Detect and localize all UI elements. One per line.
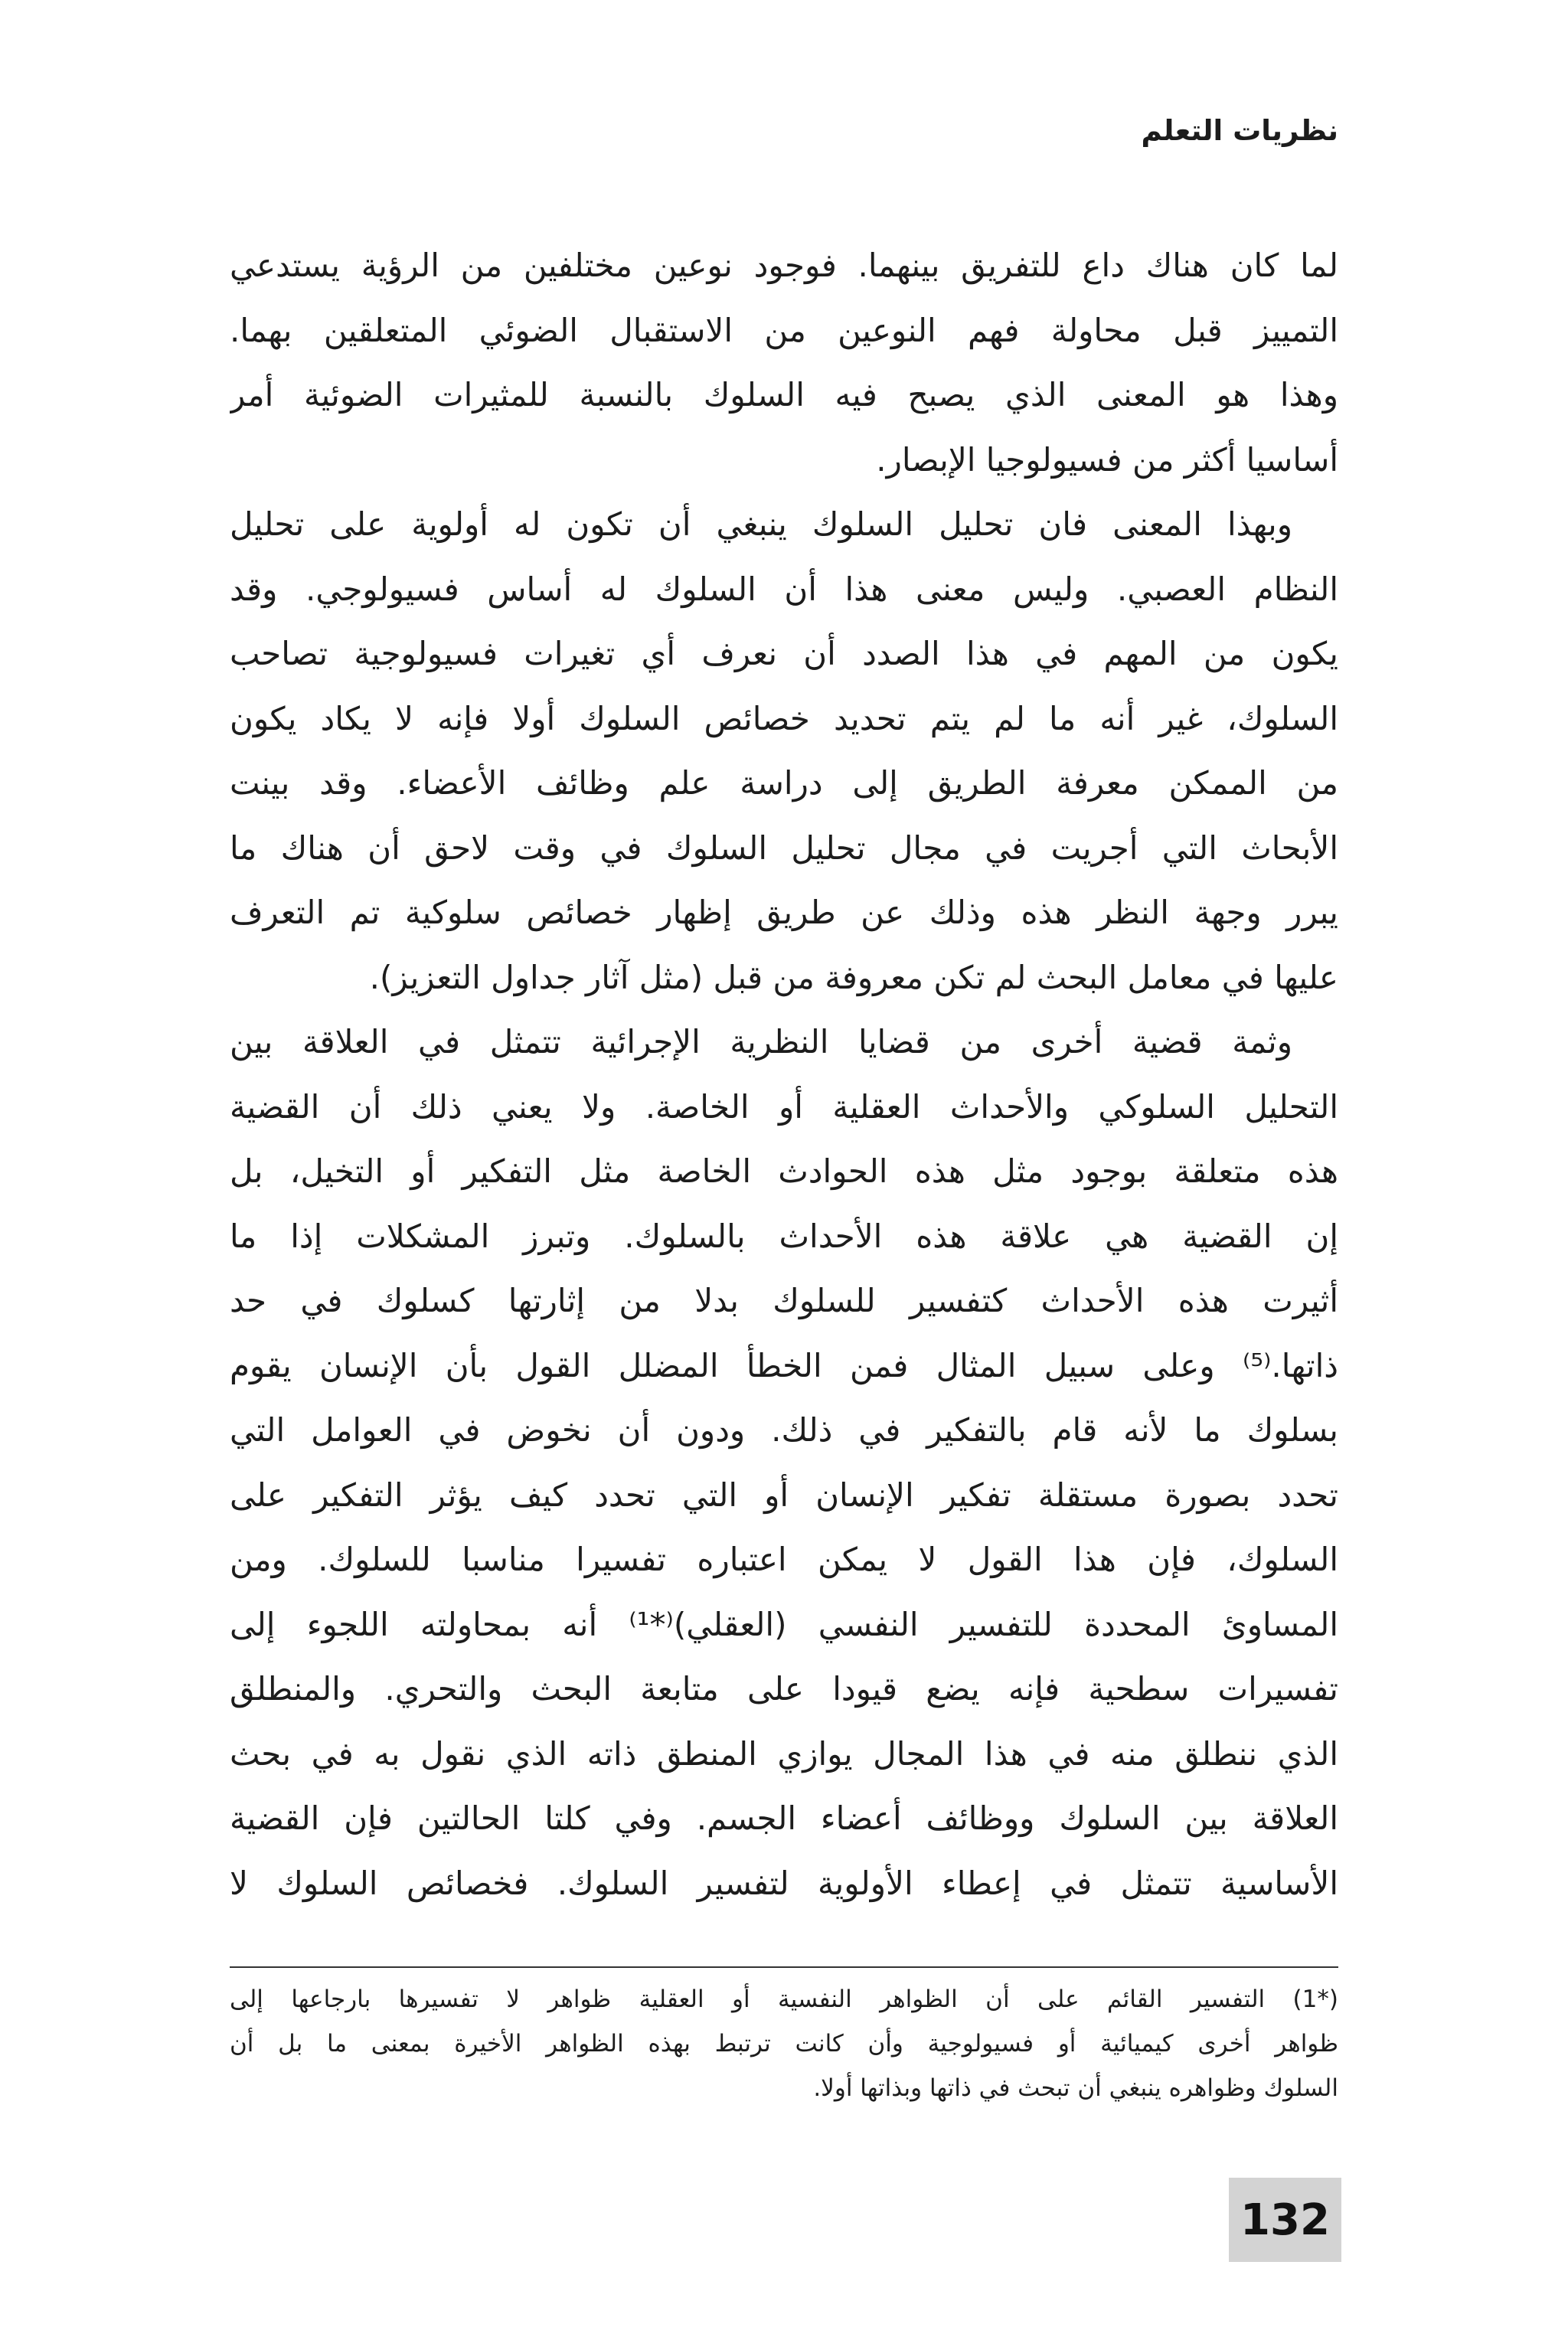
text-line: أثيرت هذه الأحداث كتفسير للسلوك بدلا من إثارتها كسلوك في حد: [230, 1282, 1338, 1319]
footnote-line: ظواهر أخرى كيميائية أو فسيولوجية وأن كانت ترتبط بهذه الظواهر الأخيرة بمعنى ما بل أن: [230, 2030, 1338, 2057]
text-line: تحدد بصورة مستقلة تفكير الإنسان أو التي تحدد كيف يؤثر التفكير على: [230, 1476, 1338, 1514]
text-line: المساوئ المحددة للتفسير النفسي (العقلي)⁽*¹⁾ أنه بمحاولته اللجوء إلى: [230, 1605, 1338, 1643]
running-head: نظريات التعلم: [1141, 114, 1338, 147]
paragraph: [230, 492, 1338, 1010]
text-line: عليها في معامل البحث لم تكن معروفة من قبل (مثل آثار جداول التعزيز).: [369, 958, 1338, 996]
page-number-box: [1229, 2178, 1341, 2262]
text-line: الذي ننطلق منه في هذا المجال يوازي المنطق ذاته الذي نقول به في بحث: [230, 1734, 1338, 1773]
page-number: 132: [1240, 2195, 1330, 2245]
text-line: أساسيا أكثر من فسيولوجيا الإبصار.: [876, 440, 1338, 479]
text-line: يبرر وجهة النظر هذه وذلك عن طريق إظهار خصائص سلوكية تم التعرف: [230, 894, 1338, 931]
footnote-divider: [230, 1966, 1338, 1968]
footnote-line: السلوك وظواهره ينبغي أن تبحث في ذاتها وبذاتها أولا.: [813, 2074, 1338, 2102]
paragraph: [230, 234, 1338, 492]
text-line: يكون من المهم في هذا الصدد أن نعرف أي تغيرات فسيولوجية تصاحب: [230, 635, 1338, 672]
text-line: وثمة قضية أخرى من قضايا النظرية الإجرائية تتمثل في العلاقة بين: [230, 1023, 1292, 1061]
text-line: الأبحاث التي أجريت في مجال تحليل السلوك في وقت لاحق أن هناك ما: [230, 829, 1338, 867]
text-line: العلاقة بين السلوك ووظائف أعضاء الجسم. وفي كلتا الحالتين فإن القضية: [230, 1799, 1338, 1837]
body-text: [230, 234, 1338, 1916]
footnote-line: (*1) التفسير القائم على أن الظواهر النفسية أو العقلية ظواهر لا تفسيرها بارجاعها إلى: [230, 1986, 1338, 2013]
text-line: تفسيرات سطحية فإنه يضع قيودا على متابعة البحث والتحري. والمنطلق: [230, 1670, 1338, 1708]
text-line: وهذا هو المعنى الذي يصبح فيه السلوك بالنسبة للمثيرات الضوئية أمر: [230, 376, 1338, 413]
text-line: ذاتها.⁽⁵⁾ وعلى سبيل المثال فمن الخطأ المضلل القول بأن الإنسان يقوم: [230, 1346, 1338, 1384]
text-line: بسلوك ما لأنه قام بالتفكير في ذلك. ودون أن نخوض في العوامل التي: [230, 1411, 1338, 1449]
footnote: [230, 1977, 1338, 2110]
text-line: هذه متعلقة بوجود مثل هذه الحوادث الخاصة مثل التفكير أو التخيل، بل: [230, 1152, 1338, 1190]
text-line: التحليل السلوكي والأحداث العقلية أو الخاصة. ولا يعني ذلك أن القضية: [230, 1087, 1338, 1126]
text-line: لما كان هناك داع للتفريق بينهما. فوجود نوعين مختلفين من الرؤية يستدعي: [230, 247, 1338, 284]
paragraph: [230, 1010, 1338, 1916]
text-line: التمييز قبل محاولة فهم النوعين من الاستقبال الضوئي المتعلقين بهما.: [230, 311, 1338, 349]
text-line: وبهذا المعنى فان تحليل السلوك ينبغي أن تكون له أولوية على تحليل: [230, 505, 1292, 543]
text-line: الأساسية تتمثل في إعطاء الأولوية لتفسير السلوك. فخصائص السلوك لا: [230, 1864, 1338, 1902]
text-line: النظام العصبي. وليس معنى هذا أن السلوك له أساس فسيولوجي. وقد: [230, 570, 1338, 608]
text-line: إن القضية هي علاقة هذه الأحداث بالسلوك. وتبرز المشكلات إذا ما: [230, 1217, 1338, 1255]
text-line: السلوك، غير أنه ما لم يتم تحديد خصائص السلوك أولا فإنه لا يكاد يكون: [230, 699, 1338, 737]
text-line: السلوك، فإن هذا القول لا يمكن اعتباره تفسيرا مناسبا للسلوك. ومن: [230, 1541, 1338, 1578]
text-line: من الممكن معرفة الطريق إلى دراسة علم وظائف الأعضاء. وقد بينت: [230, 764, 1338, 802]
